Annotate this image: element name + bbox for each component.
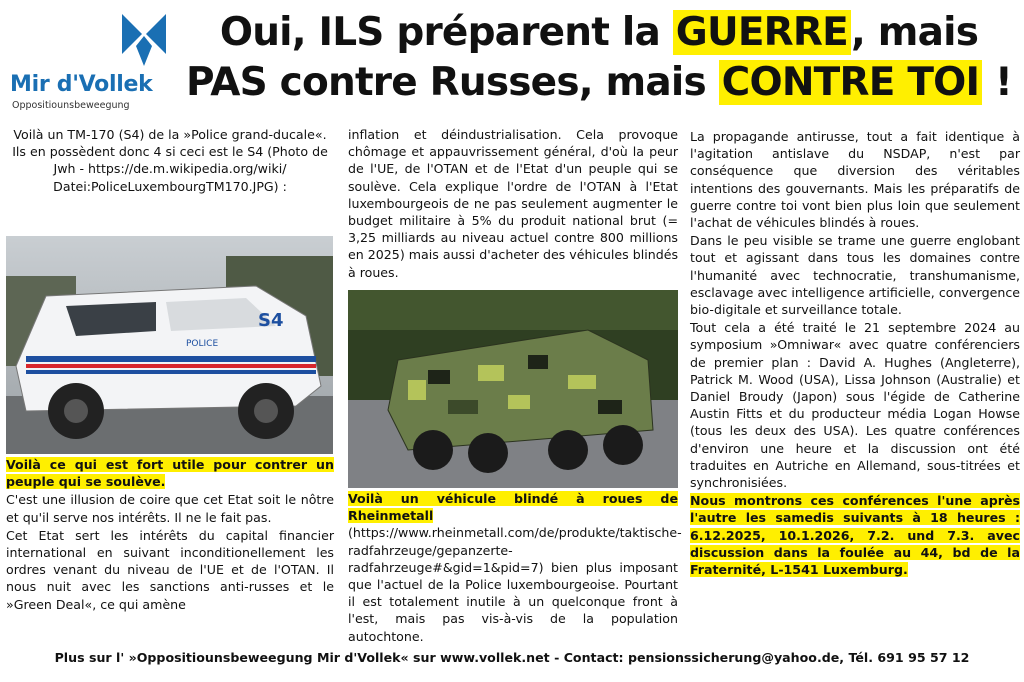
caption-paragraph — [6, 456, 334, 490]
war-paragraph: Dans le peu visible se trame une guerre englobant tout et agissant dans tous les domaines contre l'humanité avec technocratie, transhumanisme, esclavage avec intelligence artificielle, convergence bio-digitale et surveillance totale. — [690, 233, 1020, 318]
logo — [6, 10, 176, 110]
photo2-caption: Voilà un véhicule blindé à roues de Rheinmetall — [348, 491, 678, 524]
headline-text: ! — [982, 60, 1012, 105]
column-3 — [690, 128, 1020, 579]
vehicle-number-text: S4 — [258, 310, 284, 331]
vehicle-police-text: POLICE — [186, 339, 219, 349]
logo-mark-icon — [118, 10, 170, 68]
footer: Plus sur l' »Oppositiounsbeweegung Mir d'Vollek« sur www.vollek.net - Contact: pensionssicherung@yahoo.de, Tél. 691 95 57 12 — [54, 650, 970, 665]
column-1 — [6, 126, 334, 196]
rheinmetall-vehicle-photo — [348, 290, 678, 488]
capital-paragraph: Cet Etat sert les intérêts du capital financier international en suivant inconditionellement les ordres venant du niveau de l'UE et de l'OTAN. Il nous nuit avec les sanctions anti-russes et le »Green Deal«, ce qui amène — [6, 527, 334, 612]
headline — [178, 8, 1020, 108]
symposium-paragraph: Tout cela a été traité le 21 septembre 2024 au symposium »Omniwar« avec quatre conférenciers de premier plan : David A. Hughes (Angleterre), Patrick M. Wood (USA), Lissa Johnson (Australie) et Daniel Broudy (Japon) sous l'égide de Catherine Austin Fitts et du producteur média Logan Howse (tous les deux des USA). Les quatre conférences d'environ une heure et la discussion ont été traduites en Autriche en Allemand, sous-titrées et synchronisiées. — [690, 320, 1020, 491]
headline-text: Oui, ILS préparent la — [219, 10, 673, 55]
column-1-lower — [6, 456, 334, 614]
police-vehicle-image-icon — [6, 236, 333, 454]
announcement-highlight: Nous montrons ces conférences l'une après l'autre les samedis suivants à 18 heures : 6.12.2025, 10.1.2026, 7.2. und 7.3. avec discussion dans la foulée au 44, bd de la Fraternité, L-1541 Luxemburg. — [690, 493, 1020, 578]
police-vehicle-photo — [6, 236, 333, 454]
column-2-lower — [348, 490, 682, 646]
headline-text: PAS contre Russes, mais — [186, 60, 719, 105]
rheinmetall-paragraph — [348, 490, 682, 645]
armored-vehicle-image-icon — [348, 290, 678, 488]
column-2 — [348, 126, 678, 282]
propaganda-paragraph: La propagande antirusse, tout a fait identique à l'agitation antislave du NSDAP, n'est par conséquence que diversion des véritables intentions des gouvernants. Mais les préparatifs de guerre contre toi vont bien plus loin que seulement l'achat de véhicules blindés à roues. — [690, 129, 1020, 231]
photo1-caption: Voilà ce qui est fort utile pour contrer un peuple qui se soulève. — [6, 457, 334, 490]
headline-line-2 — [178, 58, 1020, 108]
illusion-paragraph: C'est une illusion de coire que cet Etat soit le nôtre et qu'il serve nos intérêts. Il ne le fait pas. — [6, 492, 334, 525]
announcement-paragraph — [690, 492, 1020, 578]
headline-highlight-contre-toi: CONTRE TOI — [719, 60, 983, 105]
inflation-paragraph: inflation et déindustrialisation. Cela provoque chômage et appauvrissement général, d'où la peur de l'UE, de l'OTAN et de l'Etat d'un peuple qui se soulève. Cela explique l'ordre de l'OTAN à l'Etat luxembourgeois de ne pas seulement augmenter le budget militaire à 5% du produit national brut (= 3,25 milliards au niveau actuel contre 800 millions en 2025) mais aussi d'acheter des véhicules blindés à roues. — [348, 127, 678, 280]
intro-paragraph: Voilà un TM-170 (S4) de la »Police grand-ducale«. Ils en possèdent donc 4 si ceci est le S4 (Photo de Jwh - https://de.m.wikipedia.org/wiki/ Datei:PoliceLuxembourgTM170.JPG) : — [12, 127, 328, 194]
headline-text: , mais — [850, 10, 979, 55]
logo-name: Mir d'Vollek — [10, 72, 153, 97]
photo2-caption-rest: (https://www.rheinmetall.com/de/produkte/taktische-radfahrzeuge/gepanzerte-radfahrzeuge#&gid=1&pid=7) bien plus imposant que l'actuel de la Police luxembourgeoise. Pourtant il est totalement inutile à un quelconque front à l'est, mais pas vis-à-vis de la population autochtone. — [348, 525, 682, 644]
logo-subtitle: Oppositiounsbeweegung — [12, 100, 130, 111]
headline-highlight-guerre: GUERRE — [673, 10, 851, 55]
headline-line-1 — [178, 8, 1020, 58]
